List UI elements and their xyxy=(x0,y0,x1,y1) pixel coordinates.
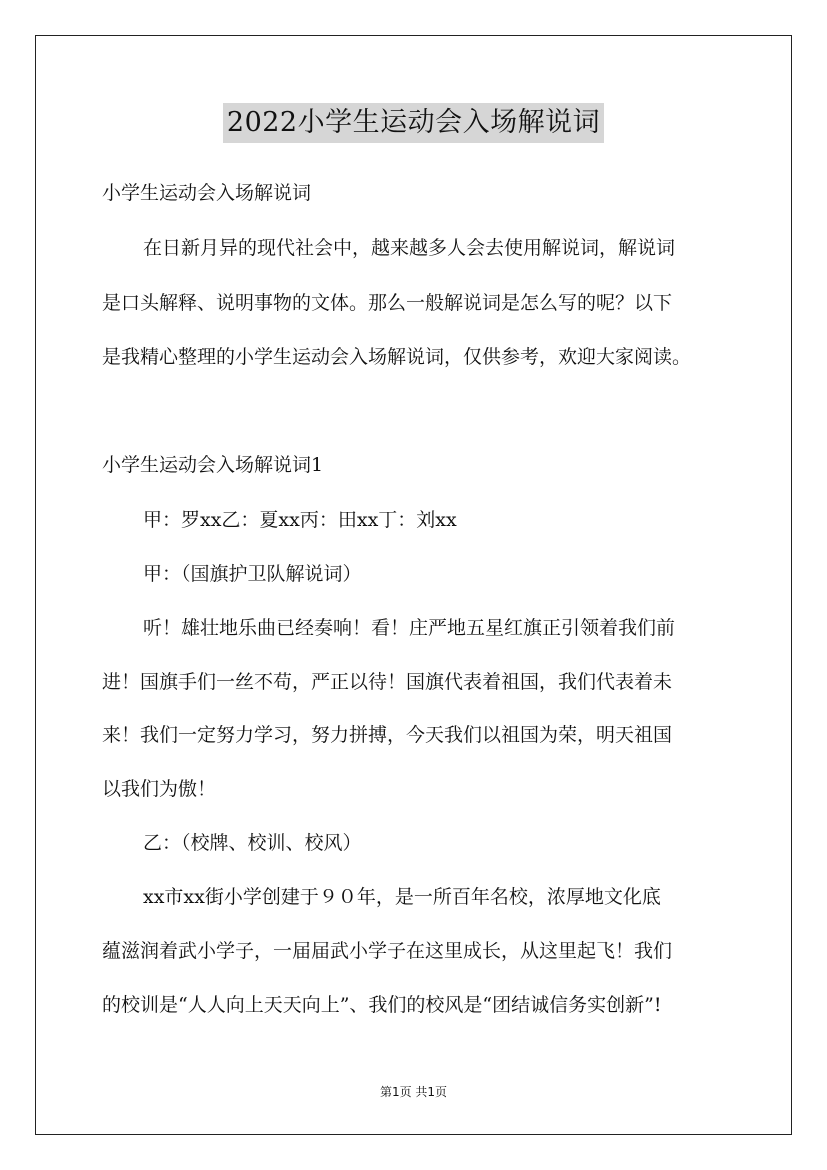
part-a-line-2: 进！国旗手们一丝不苟，严正以待！国旗代表着祖国，我们代表着未 xyxy=(102,671,673,693)
part-a-line-4: 以我们为傲！ xyxy=(102,778,217,800)
part-a-heading: 甲：（国旗护卫队解说词） xyxy=(143,563,362,585)
part-a-line-3: 来！我们一定努力学习，努力拼搏，今天我们以祖国为荣，明天祖国 xyxy=(102,724,673,746)
intro-line-3: 是我精心整理的小学生运动会入场解说词，仅供参考，欢迎大家阅读。 xyxy=(102,346,692,368)
speakers-line: 甲：罗xx乙：夏xx丙：田xx丁：刘xx xyxy=(143,509,457,531)
part-b-line-1: xx市xx街小学创建于９０年，是一所百年名校，浓厚地文化底 xyxy=(143,886,661,908)
intro-line-1: 在日新月异的现代社会中，越来越多人会去使用解说词，解说词 xyxy=(143,237,676,259)
part-b-line-2: 蕴滋润着武小学子，一届届武小学子在这里成长，从这里起飞！我们 xyxy=(102,940,673,962)
page-footer xyxy=(0,1084,827,1100)
intro-line-2: 是口头解释、说明事物的文体。那么一般解说词是怎么写的呢？以下 xyxy=(102,292,673,314)
document-title: 2022小学生运动会入场解说词 xyxy=(223,103,604,143)
subtitle: 小学生运动会入场解说词 xyxy=(102,182,312,204)
part-b-heading: 乙：（校牌、校训、校风） xyxy=(143,832,362,854)
part-b-line-3: 的校训是“人人向上天天向上”、我们的校风是“团结诚信务实创新”! xyxy=(102,994,662,1016)
page-number-label: 第1页 共1页 xyxy=(379,1085,448,1099)
section-heading: 小学生运动会入场解说词1 xyxy=(102,454,324,476)
part-a-line-1: 听！雄壮地乐曲已经奏响！看！庄严地五星红旗正引领着我们前 xyxy=(143,617,676,639)
title-container xyxy=(0,103,827,143)
